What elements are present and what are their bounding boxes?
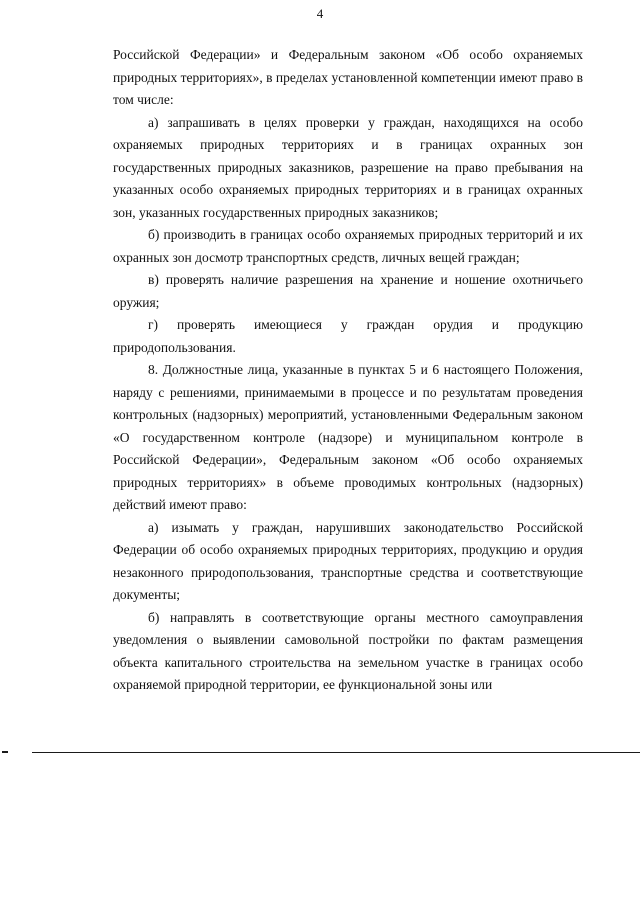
page-number: 4 xyxy=(316,6,324,21)
paragraph-item-g-check-tools: г) проверять имеющиеся у граждан орудия и продукцию природопользования. xyxy=(113,317,583,355)
paragraph-item-b-inspection: б) производить в границах особо охраняемых природных территорий и их охранных зон досмотр транспортных средств, личных вещей граждан; xyxy=(113,227,583,265)
footer-rule xyxy=(32,752,640,753)
footer-rule-mark xyxy=(2,751,8,753)
paragraph-section-8: 8. Должностные лица, указанные в пунктах 5 и 6 настоящего Положения, наряду с решениями, принимаемыми в процессе и по результатам проведения контрольных (надзорных) мероприятий, установленными Федеральным законом «О государственном контроле (надзоре) и муниципальном контроле в Российской Федерации», Федеральным законом «Об особо охраняемых природных территориях» в объеме проводимых контрольных (надзорных) действий имеют право: xyxy=(113,362,583,512)
document-body xyxy=(113,44,583,697)
paragraph-item-a-seize: а) изымать у граждан, нарушивших законодательство Российской Федерации об особо охраняемых природных территориях, продукцию и орудия незаконного природопользования, транспортные средства и соответствующие документы; xyxy=(113,519,583,602)
paragraph-item-v-weapon-permit: в) проверять наличие разрешения на хранение и ношение охотничьего оружия; xyxy=(113,272,583,310)
paragraph-continuation: Российской Федерации» и Федеральным законом «Об особо охраняемых природных территориях», в пределах установленной компетенции имеют право в том числе: xyxy=(113,47,583,107)
paragraph-item-b-notify: б) направлять в соответствующие органы местного самоуправления уведомления о выявлении самовольной постройки по фактам размещения объекта капитального строительства на земельном участке в границах особо охраняемой природной территории, ее функциональной зоны или xyxy=(113,609,583,692)
paragraph-item-a-request-permit: а) запрашивать в целях проверки у граждан, находящихся на особо охраняемых природных территориях и в границах охранных зон государственных природных заказников, разрешение на право пребывания на указанных особо охраняемых природных территориях и в границах охранных зон, указанных государственных природных заказников; xyxy=(113,114,583,220)
